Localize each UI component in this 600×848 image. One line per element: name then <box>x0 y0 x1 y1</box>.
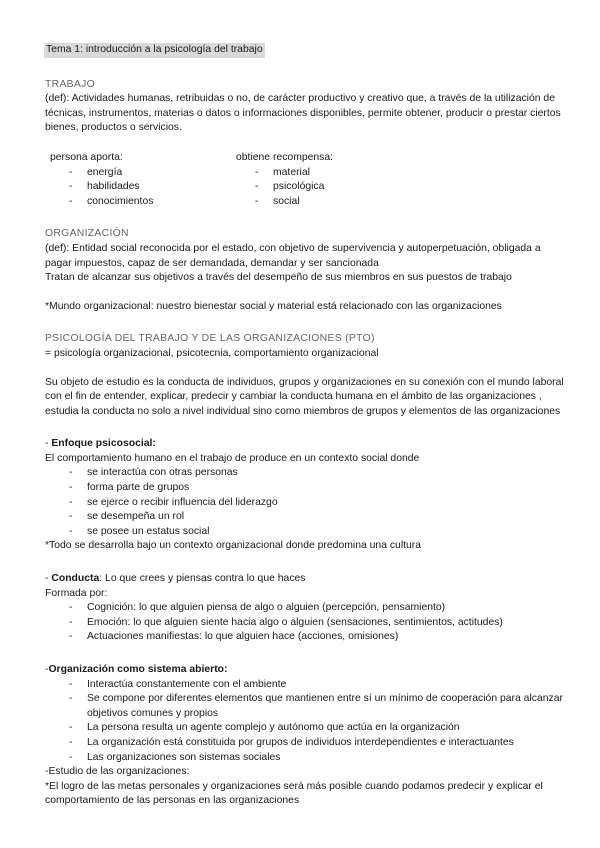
conducta-prefix: - <box>45 573 52 585</box>
conducta-list <box>45 601 565 645</box>
list-item: - social <box>255 195 417 210</box>
sistema-title: Organización como sistema abierto: <box>48 664 228 675</box>
document-page <box>45 43 565 809</box>
pto-objeto: Su objeto de estudio es la conducta de individuos, grupos y organizaciones en su conexión con el mundo laboral con el fin de entender, explicar, predecir y cambiar la conducta humana en el ámbito de las organizaciones , estudia la conducta no solo a nivel individual sino como miembros de grupos y elementos de las organizaciones <box>45 376 564 417</box>
aporta-list <box>45 166 231 210</box>
list-item: - Emoción: lo que alguien siente hacia algo o alguien (sensaciones, sentimientos, actitudes) <box>69 616 565 631</box>
enfoque-prefix: - <box>45 438 52 450</box>
list-item: - material <box>255 166 417 181</box>
pto-equivalents: = psicología organizacional, psicotecnia, comportamiento organizacional <box>45 347 379 359</box>
page-title: Tema 1: introducción a la psicología del trabajo <box>44 43 265 58</box>
list-item: - Interactúa constantemente con el ambiente <box>69 678 565 693</box>
mundo-note: *Mundo organizacional: nuestro bienestar social y material está relacionado con las organizaciones <box>45 300 502 312</box>
list-item: - Se compone por diferentes elementos que mantienen entre sí un mínimo de cooperación para alcanzar objetivos comunes y propios <box>69 692 565 721</box>
sistema-heading <box>45 663 565 678</box>
sistema-list <box>45 678 565 766</box>
enfoque-title: Enfoque psicosocial: <box>51 438 156 450</box>
recompensa-list <box>231 166 417 210</box>
sistema-prefix: - <box>45 664 49 675</box>
enfoque-intro: El comportamiento humano en el trabajo de produce en un contexto social donde <box>45 452 420 464</box>
list-item: - se interactúa con otras personas <box>69 466 565 481</box>
list-item: - Cognición: lo que alguien piensa de algo o alguien (percepción, pensamiento) <box>69 601 565 616</box>
list-item: - psicológica <box>255 180 417 195</box>
trabajo-columns <box>45 151 565 209</box>
enfoque-heading <box>45 437 565 452</box>
list-item: - Actuaciones manifiestas: lo que alguien hace (acciones, omisiones) <box>69 630 565 645</box>
list-item: - La organización está constituida por grupos de individuos interdependientes e interactuantes <box>69 736 565 751</box>
list-item: - se ejerce o recibir influencia del liderazgo <box>69 496 565 511</box>
list-item: - forma parte de grupos <box>69 481 565 496</box>
trabajo-heading: TRABAJO <box>45 78 96 90</box>
conducta-heading <box>45 572 565 587</box>
list-item: - se posee un estatus social <box>69 525 565 540</box>
trabajo-definition: (def): Actividades humanas, retribuidas o no, de carácter productivo y creativo que, a través de la utilización de técnicas, instrumentos, materias o datos o informaciones disponibles, permite obtener, producir o prestar ciertos bienes, productos o servicios. <box>45 93 561 134</box>
conducta-formada: Formada por: <box>45 587 108 599</box>
pto-heading: PSICOLOGÍA DEL TRABAJO Y DE LAS ORGANIZACIONES (PTO) <box>45 333 375 345</box>
enfoque-list <box>45 466 565 539</box>
conducta-rest: : Lo que crees y piensas contra lo que haces <box>99 573 306 585</box>
recompensa-column <box>231 151 417 209</box>
aporta-column <box>45 151 231 209</box>
aporta-label: persona aporta: <box>50 151 123 163</box>
list-item: - Las organizaciones son sistemas sociales <box>69 751 565 766</box>
organizacion-definition: (def): Entidad social reconocida por el estado, con objetivo de supervivencia y autoperpetuación, obligada a pagar impuestos, capaz de ser demandada, demandar y ser sancionada <box>45 242 541 269</box>
estudio-line: -Estudio de las organizaciones: <box>45 766 190 778</box>
recompensa-label: obtiene recompensa: <box>236 151 334 163</box>
organizacion-line: Tratan de alcanzar sus objetivos a través del desempeño de sus miembros en sus puestos de trabajo <box>45 272 512 284</box>
list-item: - energía <box>69 166 231 181</box>
logro-note: *El logro de las metas personales y organizaciones será más posible cuando podamos predecir y explicar el comportamiento de las personas en las organizaciones <box>45 780 543 807</box>
list-item: - se desempeña un rol <box>69 510 565 525</box>
list-item: - habilidades <box>69 180 231 195</box>
organizacion-heading: ORGANIZACIÓN <box>45 228 129 240</box>
list-item: - conocimientos <box>69 195 231 210</box>
list-item: - La persona resulta un agente complejo y autónomo que actúa en la organización <box>69 721 565 736</box>
conducta-title: Conducta <box>51 573 100 585</box>
enfoque-note: *Todo se desarrolla bajo un contexto organizacional donde predomina una cultura <box>45 540 422 552</box>
